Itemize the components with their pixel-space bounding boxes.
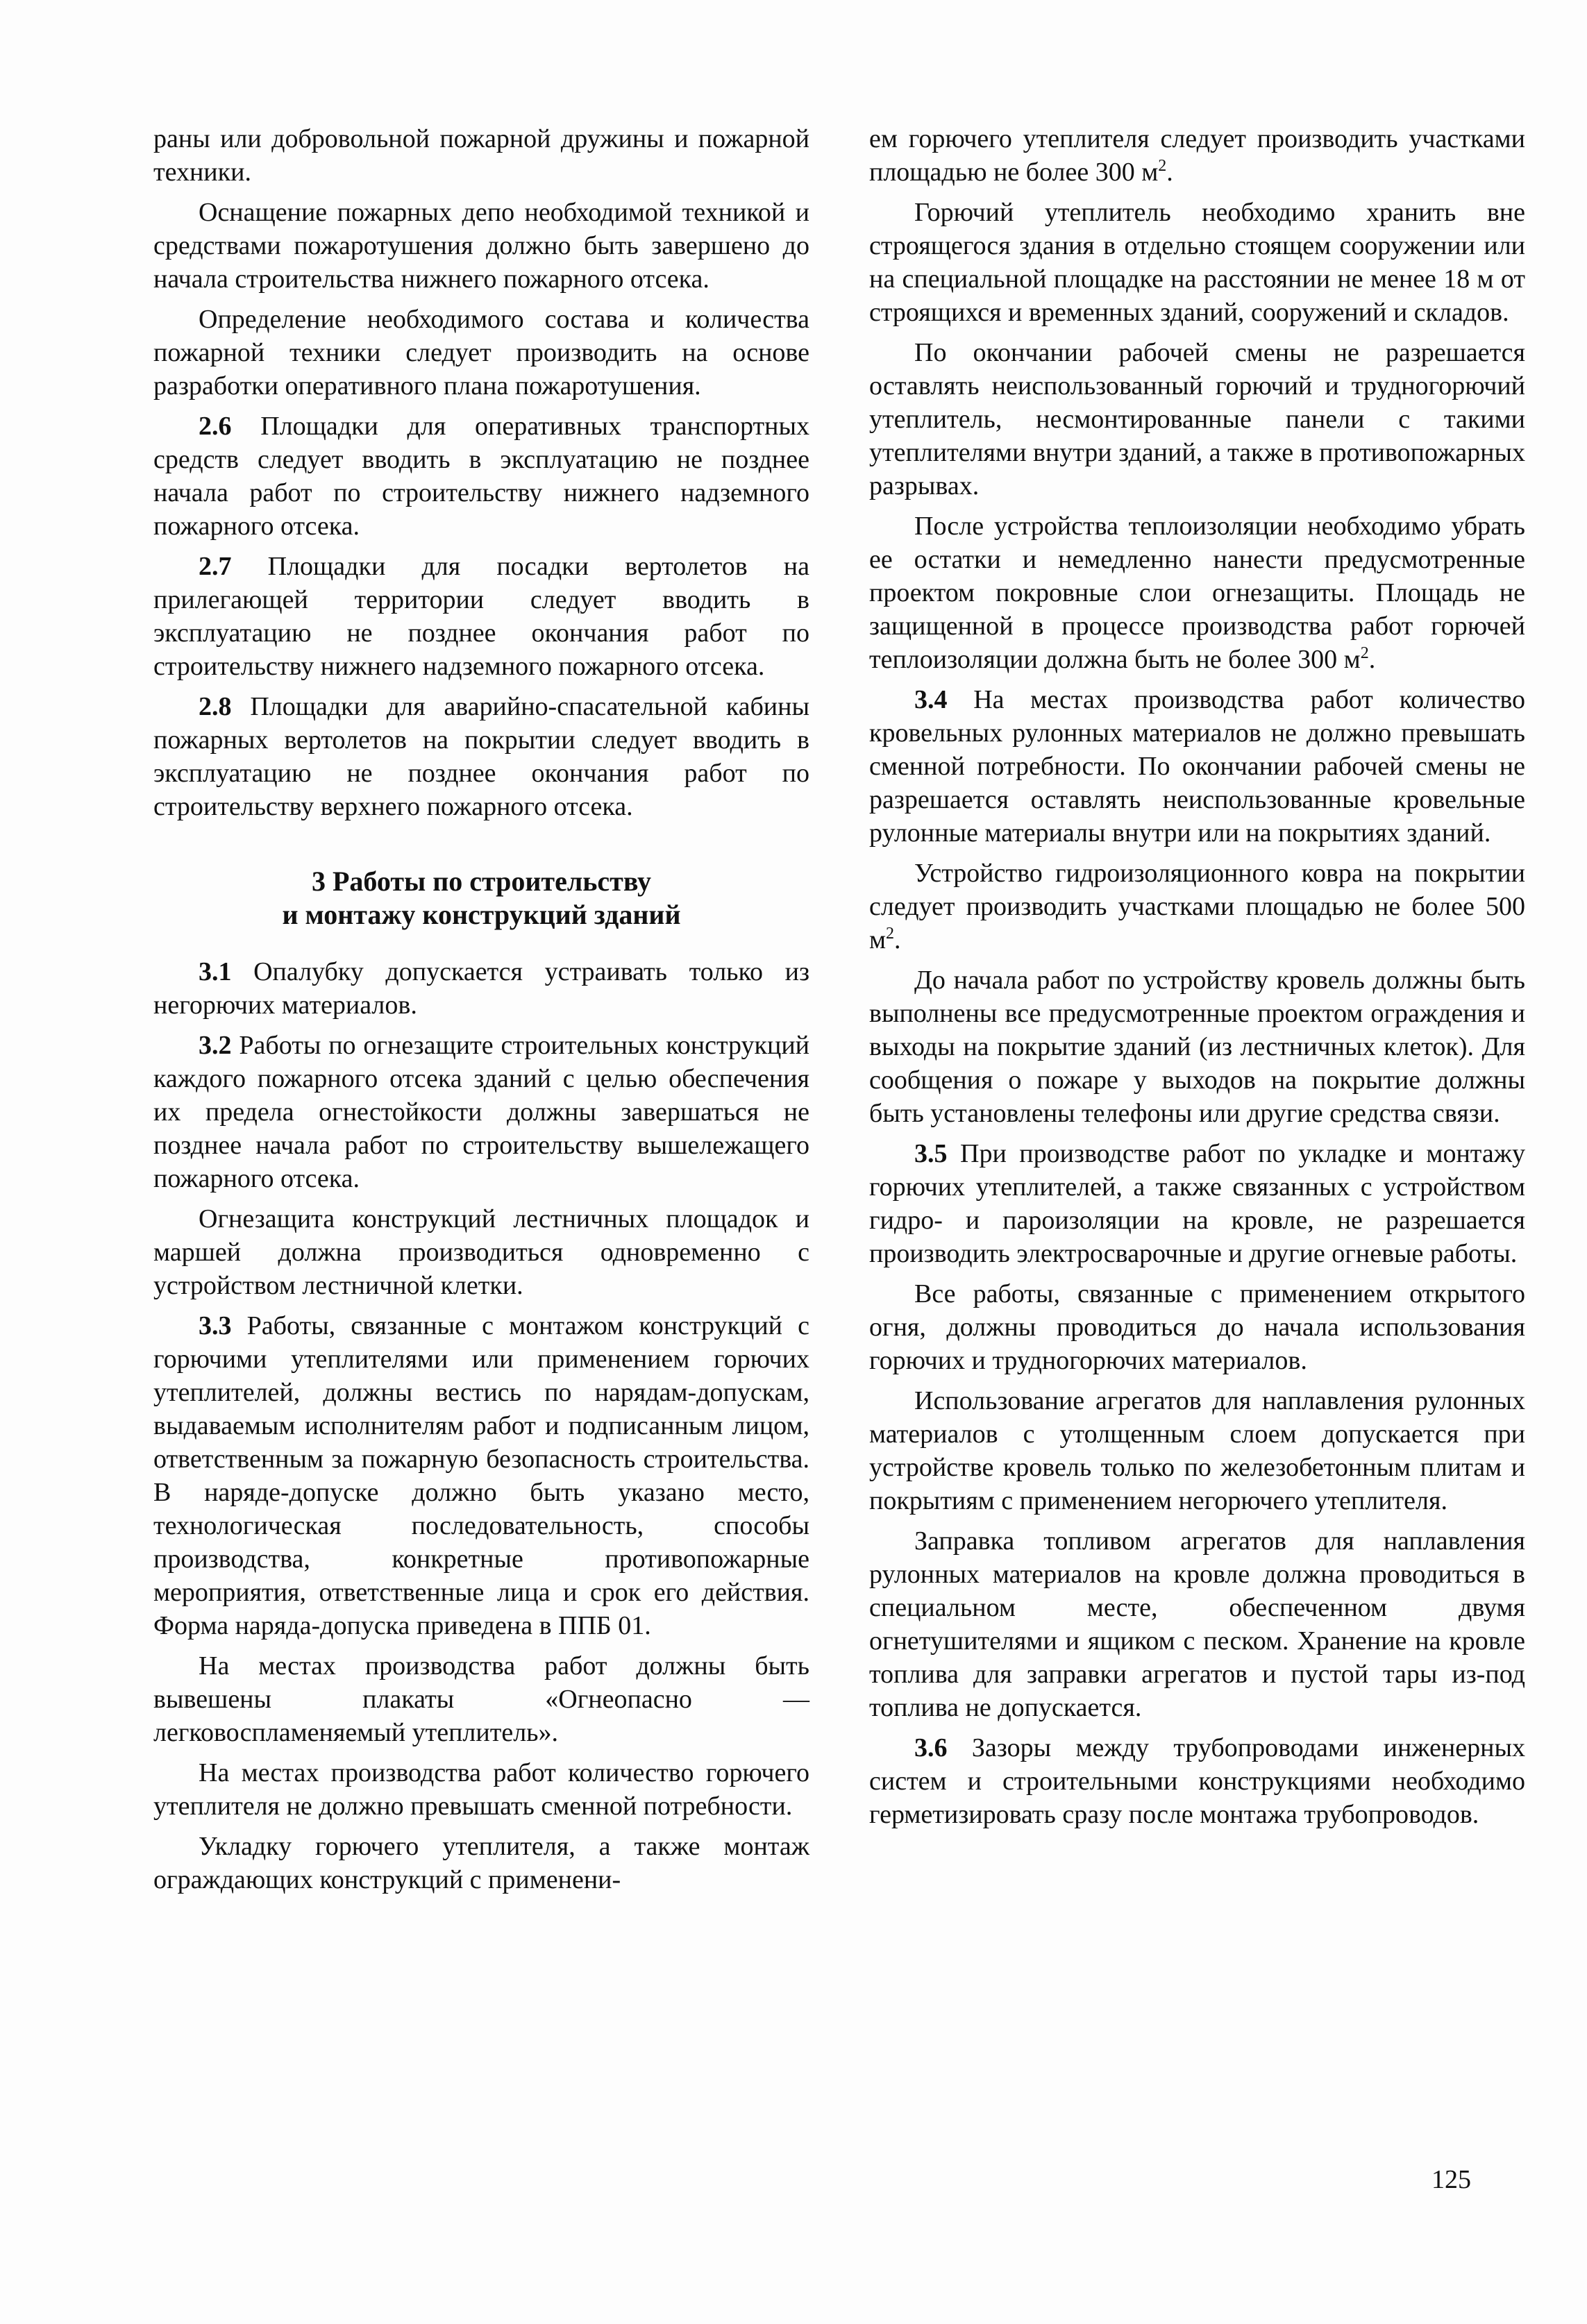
clause-number: 3.2 [199,1031,232,1060]
clause-3-2: 3.2 Работы по огнезащите строительных конструкций каждого пожарного отсека зданий с целью обеспечения их предела огнестойкости должны завершаться не позднее начала работ по строительству вышележащего пожарного отсека. [153,1031,810,1193]
paragraph: Устройство гидроизоляционного ковра на покрытии следует производить участками площадью не более 500 $м^2$. [869,859,1525,954]
section-heading-line-1: 3 Работы по строительству [311,866,652,897]
section-heading-line-2: и монтажу конструкций зданий [282,899,681,930]
paragraph: Укладку горючего утеплителя, а также монтаж ограждающих конструкций с применени- [153,1832,809,1894]
clause-2-8: 2.8 Площадки для аварийно-спасательной кабины пожарных вертолетов на покрытии следует вводить в эксплуатацию не позднее окончания работ по строительству верхнего пожарного отсека. [153,692,809,821]
clause-number: 3.5 [914,1139,948,1168]
paragraph: Использование агрегатов для наплавления рулонных материалов с утолщенным слоем допускается при устройстве кровель только по железобетонным плитам и покрытиям с применением негорючего утеплителя. [869,1386,1525,1515]
clause-3-5: 3.5 При производстве работ по укладке и монтажу горючих утеплителей, а также связанных с устройством гидро- и пароизоляции на кровле, не разрешается производить электросварочные и другие огневые работы. [869,1139,1525,1268]
clause-3-6: 3.6 Зазоры между трубопроводами инженерных систем и строительными конструкциями необходимо герметизировать сразу после монтажа трубопроводов. [869,1733,1525,1829]
clause-number: 3.6 [914,1733,948,1762]
paragraph: По окончании рабочей смены не разрешается оставлять неиспользованный горючий и трудногорючий утеплитель, несмонтированные панели с такими утеплителями внутри зданий, а также в противопожарных разрывах. [869,338,1525,500]
clause-3-1: 3.1 Опалубку допускается устраивать только из негорючих материалов. [153,957,809,1020]
paragraph: Огнезащита конструкций лестничных площадок и маршей должна производиться одновременно с устройством лестничной клетки. [153,1204,809,1300]
paragraph: Все работы, связанные с применением открытого огня, должны проводиться до начала использования горючих и трудногорючих материалов. [869,1279,1525,1375]
paragraph: раны или добровольной пожарной дружины и пожарной техники. [153,124,809,187]
clause-3-3: 3.3 Работы, связанные с монтажом конструкций с горючими утеплителями или применением горючих утеплителей, должны вестись по нарядам-допускам, выдаваемым исполнителям работ и подписанным лицом, ответственным за пожарную безопасность строительства. В наряде-допуске должно быть указано место, технологическая последовательность, способы производства, конкретные противопожарные мероприятия, ответственные лица и срок его действия. Форма наряда-допуска приведена в ППБ 01. [153,1311,809,1640]
clause-number: 3.4 [914,685,948,714]
clause-2-7: 2.7 Площадки для посадки вертолетов на прилегающей территории следует вводить в эксплуатацию не позднее окончания работ по строительству нижнего надземного пожарного отсека. [153,552,809,681]
paragraph: Заправка топливом агрегатов для наплавления рулонных материалов на кровле должна проводиться в специальном месте, обеспеченном двумя огнетушителями и ящиком с песком. Хранение на кровле топлива для заправки агрегатов и пустой тары из-под топлива не допускается. [869,1526,1525,1722]
clause-number: 3.3 [199,1311,232,1340]
paragraph: ем горючего утеплителя следует производить участками площадью не более 300 $м^2$. [869,124,1525,187]
paragraph: Горючий утеплитель необходимо хранить вне строящегося здания в отдельно стоящем сооружении или на специальной площадке на расстоянии не менее 18 м от строящихся и временных зданий, сооружений и складов. [869,198,1525,327]
paragraph: На местах производства работ должны быть вывешены плакаты «Огнеопасно — легковоспламеняемый утеплитель». [153,1651,809,1747]
clause-number: 2.8 [199,692,232,721]
paragraph: Определение необходимого состава и количества пожарной техники следует производить на основе разработки оперативного плана пожаротушения. [153,305,809,401]
left-column [153,122,809,1896]
paragraph: Оснащение пожарных депо необходимой техникой и средствами пожаротушения должно быть завершено до начала строительства нижнего пожарного отсека. [153,198,809,294]
page-number: 125 [1431,2165,1471,2194]
clause-number: 2.7 [199,552,232,581]
clause-2-6: 2.6 Площадки для оперативных транспортных средств следует вводить в эксплуатацию не позднее начала работ по строительству нижнего надземного пожарного отсека. [153,412,810,541]
paragraph: На местах производства работ количество горючего утеплителя не должно превышать сменной потребности. [153,1758,809,1821]
paragraph: До начала работ по устройству кровель должны быть выполнены все предусмотренные проектом ограждения и выходы на покрытие зданий (из лестничных клеток). Для сообщения о пожаре у выходов на покрытие должны быть установлены телефоны или другие средства связи. [869,966,1525,1128]
clause-number: 2.6 [199,412,232,441]
paragraph: После устройства теплоизоляции необходимо убрать ее остатки и немедленно нанести предусмотренные проектом покровные слои огнезащиты. Площадь не защищенной в процессе производства работ горючей теплоизоляции должна быть не более 300 $м^2$. [869,512,1525,674]
clause-3-4: 3.4 На местах производства работ количество кровельных рулонных материалов не должно превышать сменной потребности. По окончании рабочей смены не разрешается оставлять неиспользованные кровельные рулонные материалы внутри или на покрытиях зданий. [869,685,1525,848]
right-column [869,122,1525,1831]
clause-number: 3.1 [199,957,232,986]
